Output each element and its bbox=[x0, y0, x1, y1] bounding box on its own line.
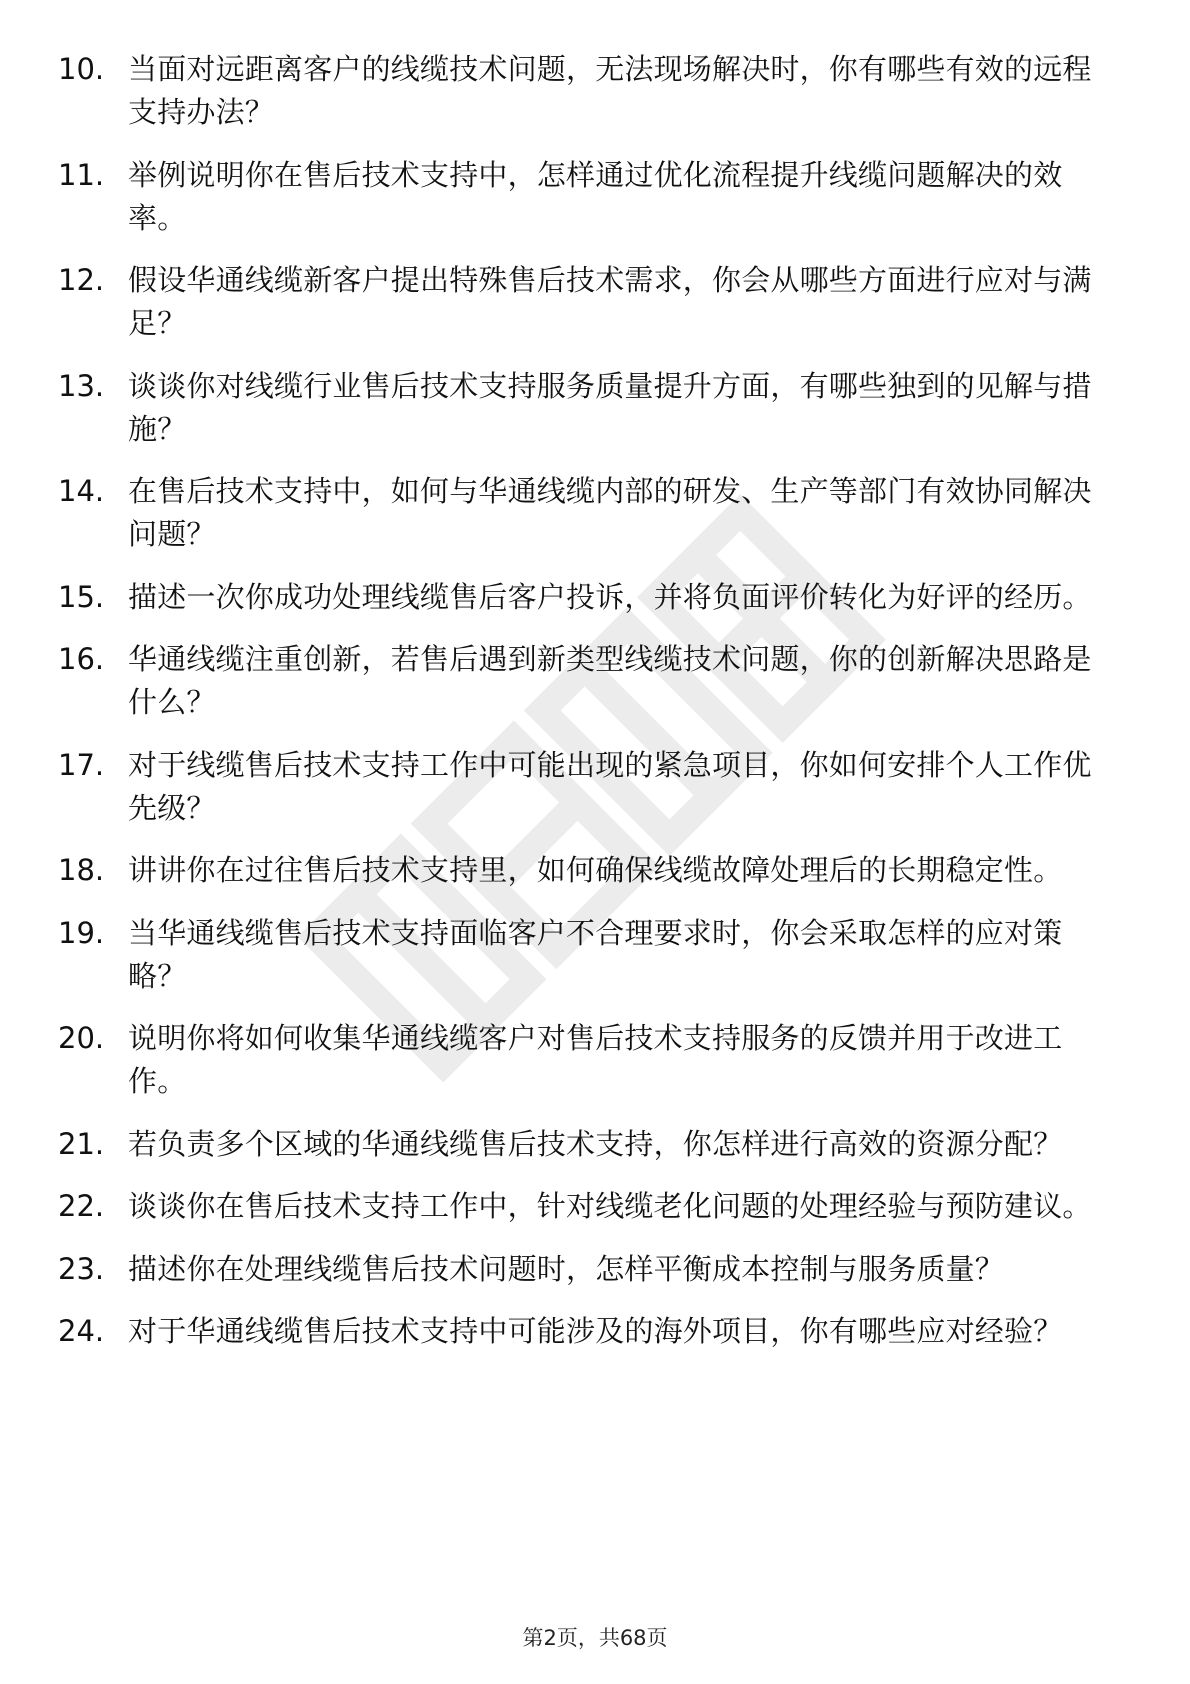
question-number: 15. bbox=[58, 579, 105, 614]
question-number: 12. bbox=[58, 263, 105, 297]
question-number: 20. bbox=[58, 1021, 105, 1055]
question-number: 24. bbox=[58, 1314, 105, 1348]
question-text: 在售后技术支持中，如何与华通线缆内部的研发、生产等部门有效协同解决问题？ bbox=[128, 474, 1092, 551]
question-item bbox=[58, 1017, 1118, 1103]
question-text: 举例说明你在售后技术支持中，怎样通过优化流程提升线缆问题解决的效率。 bbox=[128, 157, 1063, 235]
question-number: 16. bbox=[58, 642, 105, 676]
question-item bbox=[58, 154, 1118, 240]
question-text: 描述一次你成功处理线缆售后客户投诉，并将负面评价转化为好评的经历。 bbox=[128, 579, 1092, 614]
question-item bbox=[58, 470, 1118, 556]
question-item bbox=[58, 912, 1118, 998]
question-number: 10. bbox=[58, 52, 105, 86]
question-number: 14. bbox=[58, 474, 105, 508]
question-item bbox=[58, 1248, 1118, 1291]
question-text: 讲讲你在过往售后技术支持里，如何确保线缆故障处理后的长期稳定性。 bbox=[128, 853, 1063, 887]
question-text: 当华通线缆售后技术支持面临客户不合理要求时，你会采取怎样的应对策略？ bbox=[128, 915, 1063, 993]
question-text: 当面对远距离客户的线缆技术问题，无法现场解决时，你有哪些有效的远程支持办法？ bbox=[128, 52, 1092, 129]
question-number: 13. bbox=[58, 368, 105, 403]
question-text: 假设华通线缆新客户提出特殊售后技术需求，你会从哪些方面进行应对与满足？ bbox=[128, 263, 1092, 340]
question-text: 谈谈你在售后技术支持工作中，针对线缆老化问题的处理经验与预防建议。 bbox=[128, 1189, 1092, 1223]
question-number: 17. bbox=[58, 747, 105, 782]
question-item bbox=[58, 1185, 1118, 1228]
question-text: 华通线缆注重创新，若售后遇到新类型线缆技术问题，你的创新解决思路是什么？ bbox=[128, 642, 1092, 719]
page-footer: 第2页，共68页 bbox=[522, 1626, 668, 1650]
question-item bbox=[58, 48, 1118, 134]
question-text: 对于线缆售后技术支持工作中可能出现的紧急项目，你如何安排个人工作优先级？ bbox=[128, 747, 1092, 825]
question-item bbox=[58, 849, 1118, 892]
question-item bbox=[58, 365, 1118, 451]
question-item bbox=[58, 638, 1118, 724]
question-list bbox=[58, 48, 1118, 1373]
question-number: 11. bbox=[58, 157, 105, 192]
question-number: 18. bbox=[58, 853, 105, 887]
question-item bbox=[58, 576, 1118, 619]
question-number: 23. bbox=[58, 1251, 105, 1286]
question-number: 21. bbox=[58, 1126, 105, 1161]
question-item bbox=[58, 1310, 1118, 1353]
question-text: 对于华通线缆售后技术支持中可能涉及的海外项目，你有哪些应对经验？ bbox=[128, 1314, 1063, 1348]
question-text: 说明你将如何收集华通线缆客户对售后技术支持服务的反馈并用于改进工作。 bbox=[128, 1021, 1063, 1098]
question-text: 若负责多个区域的华通线缆售后技术支持，你怎样进行高效的资源分配？ bbox=[128, 1126, 1063, 1161]
question-number: 19. bbox=[58, 915, 105, 950]
question-item bbox=[58, 1123, 1118, 1166]
question-text: 谈谈你对线缆行业售后技术支持服务质量提升方面，有哪些独到的见解与措施？ bbox=[128, 368, 1092, 446]
question-number: 22. bbox=[58, 1189, 105, 1223]
question-item bbox=[58, 744, 1118, 830]
question-item bbox=[58, 259, 1118, 345]
question-text: 描述你在处理线缆售后技术问题时，怎样平衡成本控制与服务质量？ bbox=[128, 1251, 1005, 1286]
